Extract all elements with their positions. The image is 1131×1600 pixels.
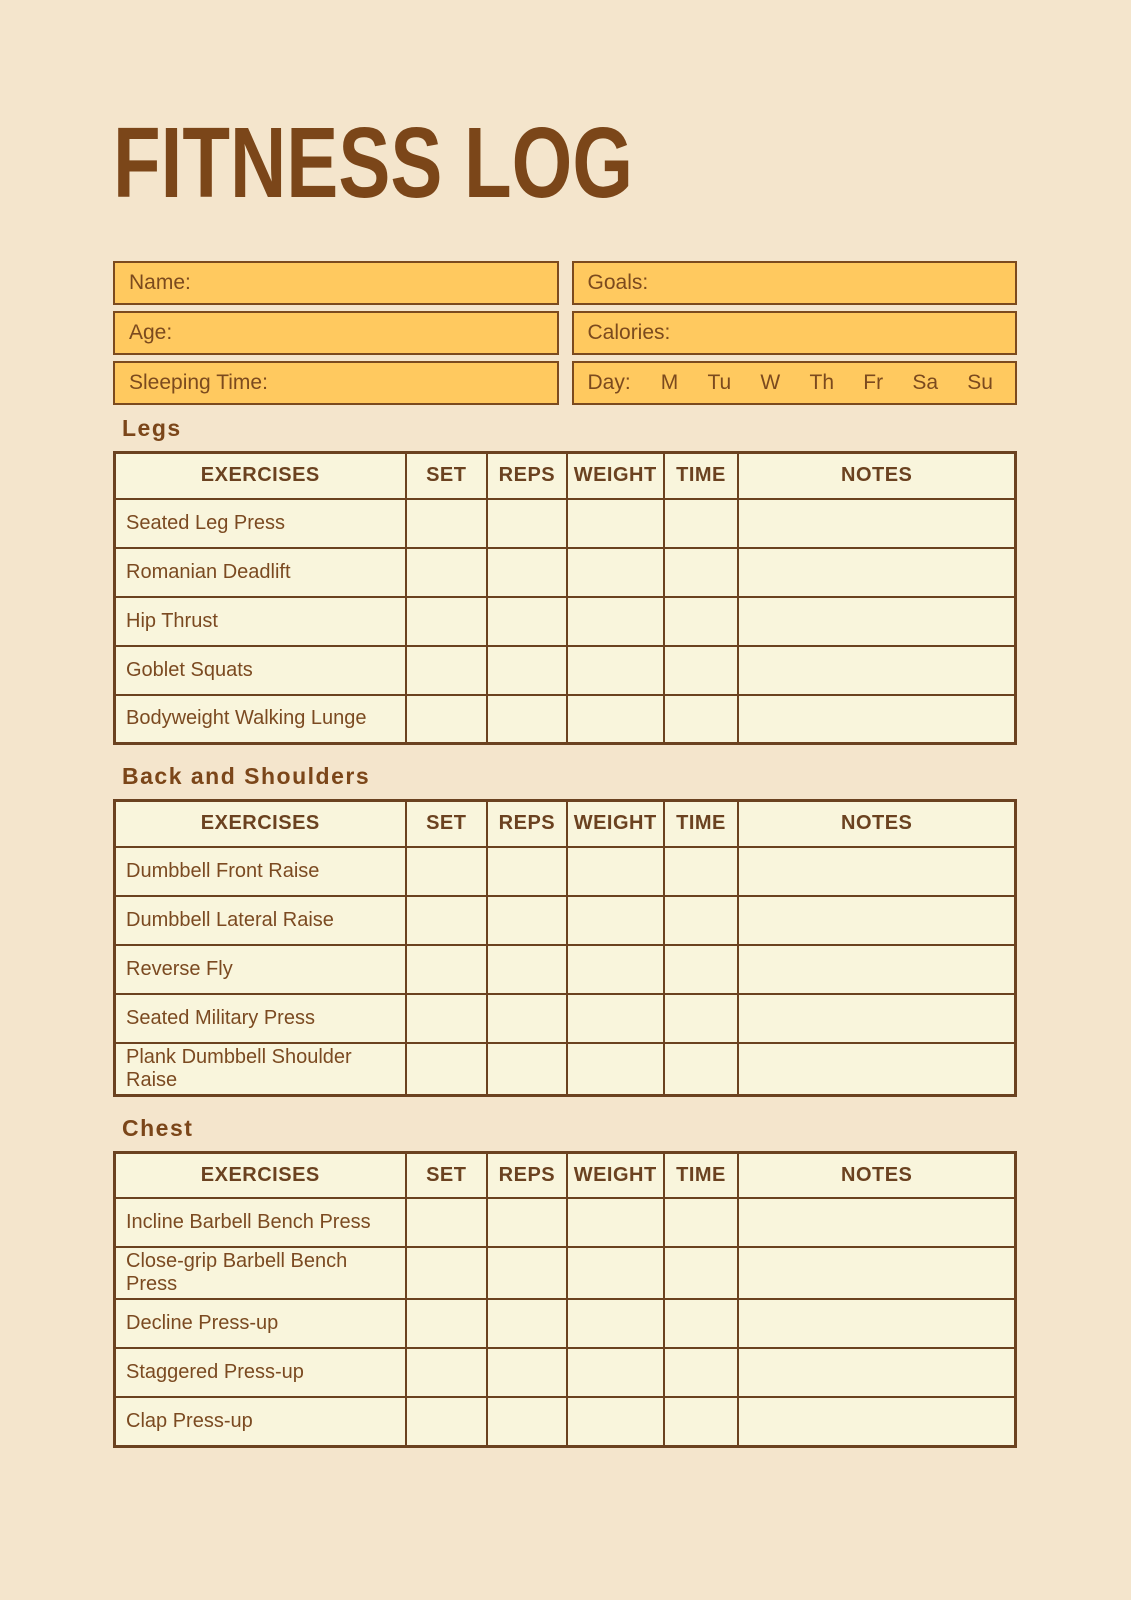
notes-cell[interactable] <box>738 1348 1015 1397</box>
col-header-notes: NOTES <box>738 1152 1015 1198</box>
table-row <box>115 945 1016 994</box>
reps-cell[interactable] <box>487 1043 567 1096</box>
notes-cell[interactable] <box>738 1247 1015 1299</box>
col-header-exercises: EXERCISES <box>115 801 406 847</box>
reps-cell[interactable] <box>487 1397 567 1446</box>
section-title-chest: Chest <box>122 1114 194 1141</box>
table-row <box>115 499 1016 548</box>
time-cell[interactable] <box>664 994 739 1043</box>
col-header-set: SET <box>406 453 488 499</box>
reps-cell[interactable] <box>487 548 567 597</box>
reps-cell[interactable] <box>487 646 567 695</box>
day-label: Day: <box>587 371 631 394</box>
time-cell[interactable] <box>664 499 739 548</box>
page-title: FITNESS LOG <box>113 107 634 219</box>
weight-cell[interactable] <box>567 1397 664 1446</box>
weight-cell[interactable] <box>567 1043 664 1096</box>
weight-cell[interactable] <box>567 1247 664 1299</box>
col-header-exercises: EXERCISES <box>115 1152 406 1198</box>
exercise-name: Incline Barbell Bench Press <box>115 1198 406 1247</box>
time-cell[interactable] <box>664 847 739 896</box>
weight-cell[interactable] <box>567 994 664 1043</box>
weight-cell[interactable] <box>567 1348 664 1397</box>
reps-cell[interactable] <box>487 597 567 646</box>
exercise-name: Clap Press-up <box>115 1397 406 1446</box>
exercise-name: Goblet Squats <box>115 646 406 695</box>
set-cell[interactable] <box>406 1198 488 1247</box>
col-header-exercises: EXERCISES <box>115 453 406 499</box>
reps-cell[interactable] <box>487 896 567 945</box>
table-row <box>115 994 1016 1043</box>
exercise-name: Close-grip Barbell Bench Press <box>115 1247 406 1299</box>
calories-label: Calories: <box>587 321 671 344</box>
exercise-name: Seated Military Press <box>115 994 406 1043</box>
col-header-notes: NOTES <box>738 801 1015 847</box>
reps-cell[interactable] <box>487 1348 567 1397</box>
day-field <box>572 361 1018 405</box>
set-cell[interactable] <box>406 646 488 695</box>
notes-cell[interactable] <box>738 847 1015 896</box>
weight-cell[interactable] <box>567 896 664 945</box>
col-header-weight: WEIGHT <box>567 1152 664 1198</box>
set-cell[interactable] <box>406 597 488 646</box>
weight-cell[interactable] <box>567 695 664 744</box>
set-cell[interactable] <box>406 847 488 896</box>
goals-field[interactable] <box>572 261 1018 305</box>
notes-cell[interactable] <box>738 1299 1015 1348</box>
legs-table <box>113 451 1017 745</box>
exercise-name: Dumbbell Lateral Raise <box>115 896 406 945</box>
set-cell[interactable] <box>406 945 488 994</box>
day-option-tuesday[interactable]: Tu <box>707 371 732 394</box>
name-label: Name: <box>129 271 191 294</box>
exercise-name: Reverse Fly <box>115 945 406 994</box>
exercise-name: Romanian Deadlift <box>115 548 406 597</box>
day-option-thursday[interactable]: Th <box>809 371 835 394</box>
name-field[interactable] <box>113 261 559 305</box>
table-header-row <box>115 801 1016 847</box>
section-title-back-and-shoulders: Back and Shoulders <box>122 763 371 789</box>
set-cell[interactable] <box>406 695 488 744</box>
notes-cell[interactable] <box>738 646 1015 695</box>
section-title-legs: Legs <box>122 415 182 441</box>
table-row <box>115 1299 1016 1348</box>
time-cell[interactable] <box>664 1299 739 1348</box>
set-cell[interactable] <box>406 499 488 548</box>
reps-cell[interactable] <box>487 994 567 1043</box>
col-header-weight: WEIGHT <box>567 801 664 847</box>
profile-fields <box>113 261 1017 405</box>
notes-cell[interactable] <box>738 548 1015 597</box>
table-row <box>115 597 1016 646</box>
col-header-time: TIME <box>664 453 739 499</box>
day-option-sunday[interactable]: Su <box>967 371 993 394</box>
exercise-name: Decline Press-up <box>115 1299 406 1348</box>
exercise-name: Bodyweight Walking Lunge <box>115 695 406 744</box>
set-cell[interactable] <box>406 548 488 597</box>
weight-cell[interactable] <box>567 548 664 597</box>
reps-cell[interactable] <box>487 945 567 994</box>
day-option-monday[interactable]: M <box>660 371 679 394</box>
exercise-name: Plank Dumbbell Shoulder Raise <box>115 1043 406 1096</box>
section-chest <box>113 1115 1017 1448</box>
time-cell[interactable] <box>664 1247 739 1299</box>
notes-cell[interactable] <box>738 1198 1015 1247</box>
age-label: Age: <box>129 321 173 344</box>
set-cell[interactable] <box>406 896 488 945</box>
reps-cell[interactable] <box>487 847 567 896</box>
table-row <box>115 646 1016 695</box>
time-cell[interactable] <box>664 646 739 695</box>
reps-cell[interactable] <box>487 1299 567 1348</box>
exercise-name: Hip Thrust <box>115 597 406 646</box>
notes-cell[interactable] <box>738 1043 1015 1096</box>
set-cell[interactable] <box>406 1348 488 1397</box>
time-cell[interactable] <box>664 1397 739 1446</box>
exercise-name: Dumbbell Front Raise <box>115 847 406 896</box>
weight-cell[interactable] <box>567 597 664 646</box>
col-header-reps: REPS <box>487 1152 567 1198</box>
age-field[interactable] <box>113 311 559 355</box>
notes-cell[interactable] <box>738 695 1015 744</box>
col-header-set: SET <box>406 1152 488 1198</box>
set-cell[interactable] <box>406 1247 488 1299</box>
col-header-reps: REPS <box>487 453 567 499</box>
table-row <box>115 1397 1016 1446</box>
time-cell[interactable] <box>664 1348 739 1397</box>
sleeping-time-field[interactable] <box>113 361 559 405</box>
time-cell[interactable] <box>664 695 739 744</box>
exercise-name: Staggered Press-up <box>115 1348 406 1397</box>
col-header-reps: REPS <box>487 801 567 847</box>
table-row <box>115 1348 1016 1397</box>
col-header-weight: WEIGHT <box>567 453 664 499</box>
reps-cell[interactable] <box>487 695 567 744</box>
weight-cell[interactable] <box>567 945 664 994</box>
reps-cell[interactable] <box>487 1247 567 1299</box>
time-cell[interactable] <box>664 896 739 945</box>
day-option-friday[interactable]: Fr <box>863 371 884 394</box>
time-cell[interactable] <box>664 1043 739 1096</box>
table-row <box>115 1247 1016 1299</box>
time-cell[interactable] <box>664 1198 739 1247</box>
notes-cell[interactable] <box>738 1397 1015 1446</box>
back-and-shoulders-table <box>113 799 1017 1097</box>
table-row <box>115 1043 1016 1096</box>
notes-cell[interactable] <box>738 896 1015 945</box>
day-options <box>661 371 1001 395</box>
day-option-saturday[interactable]: Sa <box>912 371 939 394</box>
weight-cell[interactable] <box>567 646 664 695</box>
set-cell[interactable] <box>406 1043 488 1096</box>
table-row <box>115 896 1016 945</box>
notes-cell[interactable] <box>738 499 1015 548</box>
notes-cell[interactable] <box>738 945 1015 994</box>
notes-cell[interactable] <box>738 994 1015 1043</box>
goals-label: Goals: <box>587 271 649 294</box>
reps-cell[interactable] <box>487 499 567 548</box>
notes-cell[interactable] <box>738 597 1015 646</box>
day-option-wednesday[interactable]: W <box>760 371 781 394</box>
time-cell[interactable] <box>664 945 739 994</box>
table-row <box>115 695 1016 744</box>
weight-cell[interactable] <box>567 1198 664 1247</box>
col-header-set: SET <box>406 801 488 847</box>
section-legs <box>113 415 1017 745</box>
col-header-time: TIME <box>664 1152 739 1198</box>
set-cell[interactable] <box>406 1397 488 1446</box>
weight-cell[interactable] <box>567 1299 664 1348</box>
table-header-row <box>115 1152 1016 1198</box>
exercise-name: Seated Leg Press <box>115 499 406 548</box>
table-row <box>115 548 1016 597</box>
calories-field[interactable] <box>572 311 1018 355</box>
table-row <box>115 847 1016 896</box>
table-header-row <box>115 453 1016 499</box>
weight-cell[interactable] <box>567 847 664 896</box>
col-header-notes: NOTES <box>738 453 1015 499</box>
sleeping-time-label: Sleeping Time: <box>129 371 268 394</box>
chest-table <box>113 1151 1017 1448</box>
col-header-time: TIME <box>664 801 739 847</box>
table-row <box>115 1198 1016 1247</box>
section-back-and-shoulders <box>113 763 1017 1097</box>
set-cell[interactable] <box>406 994 488 1043</box>
time-cell[interactable] <box>664 548 739 597</box>
weight-cell[interactable] <box>567 499 664 548</box>
set-cell[interactable] <box>406 1299 488 1348</box>
reps-cell[interactable] <box>487 1198 567 1247</box>
time-cell[interactable] <box>664 597 739 646</box>
